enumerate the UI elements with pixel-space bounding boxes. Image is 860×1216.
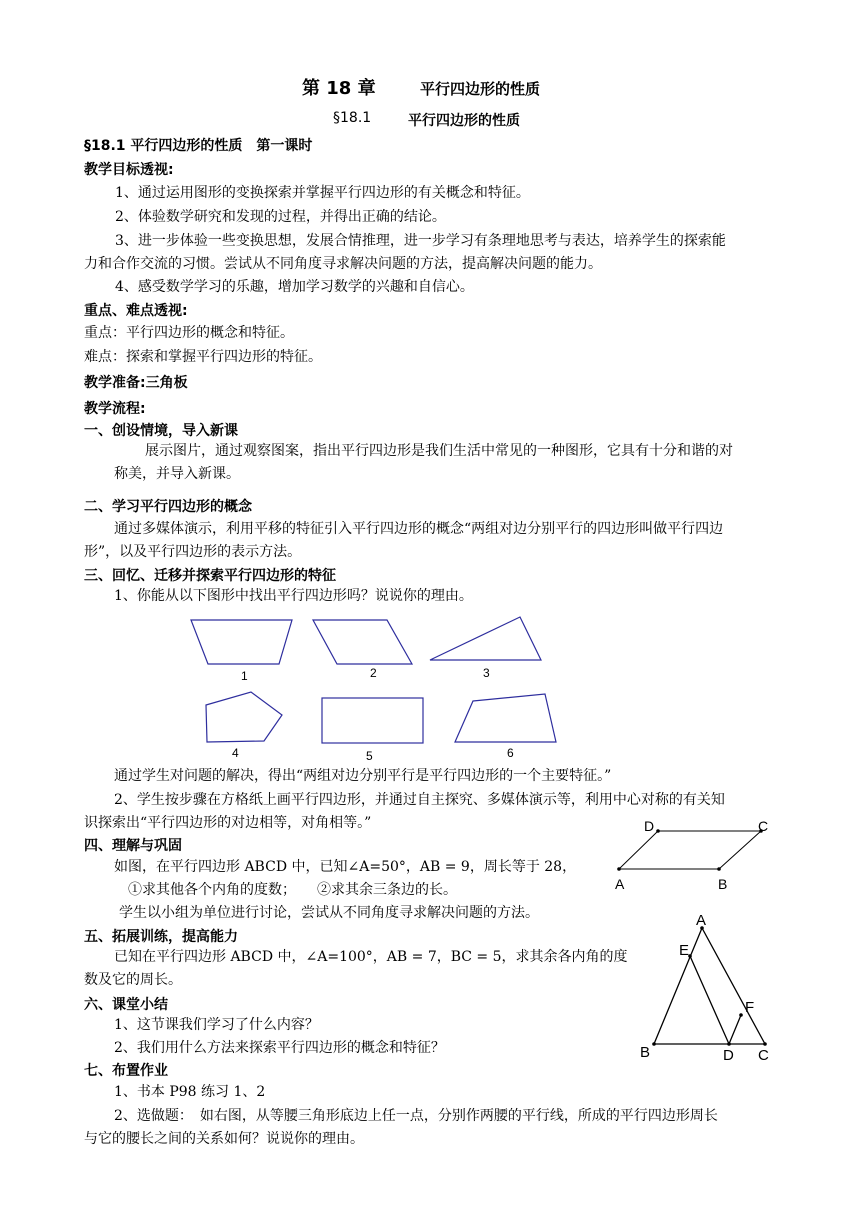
section-title: 平行四边形的性质 xyxy=(408,113,520,129)
point-label-d: D xyxy=(723,1047,734,1064)
section-4-text: 如图，在平行四边形 ABCD 中，已知∠A=50°，AB = 9，周长等于 28， xyxy=(114,859,577,875)
section-3-question-1: 1、你能从以下图形中找出平行四边形吗？说说你的理由。 xyxy=(114,588,473,604)
parallelogram-abcd xyxy=(619,831,761,869)
point-label-b: B xyxy=(640,1044,651,1061)
shape-label: 1 xyxy=(241,669,248,683)
shape-1-trapezoid xyxy=(191,620,292,664)
section-3-conclusion: 通过学生对问题的解决，得出“两组对边分别平行是平行四边形的一个主要特征。” xyxy=(114,768,612,784)
section-1-text: 展示图片，通过观察图案，指出平行四边形是我们生活中常见的一种图形，它具有十分和谐的对 xyxy=(145,443,733,459)
section-2-text: 通过多媒体演示，利用平移的特征引入平行四边形的概念“两组对边分别平行的四边形叫做平行四边 xyxy=(114,521,724,537)
shape-5-rectangle xyxy=(322,698,423,743)
goal-item: 4、感受数学学习的乐趣，增加学习数学的兴趣和自信心。 xyxy=(115,279,474,295)
keypoints-heading: 重点、难点透视: xyxy=(84,303,188,319)
section-4-text: ①求其他各个内角的度数； ②求其余三条边的长。 xyxy=(128,882,457,898)
shape-label: 4 xyxy=(232,746,239,760)
key-point: 重点：平行四边形的概念和特征。 xyxy=(84,325,294,341)
section-3-question-2: 识探索出“平行四边形的对边相等，对角相等。” xyxy=(84,815,372,831)
point-label-e: E xyxy=(679,942,690,959)
section-6-text: 2、我们用什么方法来探索平行四边形的概念和特征？ xyxy=(114,1040,445,1056)
point-label-a: A xyxy=(696,912,707,929)
difficult-point: 难点：探索和掌握平行四边形的特征。 xyxy=(84,349,322,365)
shape-3-triangle xyxy=(430,617,541,660)
preparation: 教学准备:三角板 xyxy=(84,375,188,391)
goal-item: 1、通过运用图形的变换探索并掌握平行四边形的有关概念和特征。 xyxy=(115,185,530,201)
shape-label: 5 xyxy=(366,749,373,763)
section-7-text: 与它的腰长之间的关系如何？说说你的理由。 xyxy=(84,1131,364,1147)
shape-6-quadrilateral xyxy=(455,694,556,742)
section-7-text: 2、选做题： 如右图，从等腰三角形底边上任一点，分别作两腰的平行线，所成的平行四边形周长 xyxy=(114,1108,718,1124)
point-label-f: F xyxy=(745,999,755,1016)
section-7-heading: 七、布置作业 xyxy=(84,1063,168,1079)
point-label-b: B xyxy=(718,876,728,892)
triangle-figure xyxy=(654,928,765,1044)
section-7-text: 1、书本 P98 练习 1、2 xyxy=(114,1084,266,1100)
shape-2-parallelogram xyxy=(313,620,412,664)
point-label-c: C xyxy=(758,818,769,834)
section-6-text: 1、这节课我们学习了什么内容？ xyxy=(114,1017,319,1033)
shape-label: 2 xyxy=(370,666,377,680)
section-2-heading: 二、学习平行四边形的概念 xyxy=(84,499,252,515)
section-1-heading: 一、创设情境，导入新课 xyxy=(84,423,238,439)
section-5-text: 数及它的周长。 xyxy=(84,972,182,988)
section-3-question-2: 2、学生按步骤在方格纸上画平行四边形，并通过自主探究、多媒体演示等，利用中心对称的有关知 xyxy=(114,792,725,808)
section-3-heading: 三、回忆、迁移并探索平行四边形的特征 xyxy=(84,568,336,584)
goals-heading: 教学目标透视: xyxy=(84,162,174,178)
lesson-heading: §18.1 平行四边形的性质 第一课时 xyxy=(84,138,313,154)
shape-4-pentagon xyxy=(206,692,282,742)
section-2-text: 形”，以及平行四边形的表示方法。 xyxy=(84,544,302,560)
goal-item: 2、体验数学研究和发现的过程，并得出正确的结论。 xyxy=(115,209,446,225)
shape-label: 3 xyxy=(483,666,490,680)
section-5-heading: 五、拓展训练，提高能力 xyxy=(84,929,238,945)
chapter-title: 平行四边形的性质 xyxy=(420,80,541,98)
section-4-text: 学生以小组为单位进行讨论，尝试从不同角度寻求解决问题的方法。 xyxy=(119,905,539,921)
section-6-heading: 六、课堂小结 xyxy=(84,997,168,1013)
goal-item: 力和合作交流的习惯。尝试从不同角度寻求解决问题的方法，提高解决问题的能力。 xyxy=(84,256,602,272)
section-4-heading: 四、理解与巩固 xyxy=(84,838,182,854)
section-5-text: 已知在平行四边形 ABCD 中，∠A=100°，AB = 7，BC = 5，求其余各内角的度 xyxy=(114,949,628,965)
section-number: §18.1 xyxy=(333,110,372,126)
point-label-c: C xyxy=(758,1047,769,1064)
point-label-d: D xyxy=(644,818,655,834)
chapter-number: 第 18 章 xyxy=(302,78,376,99)
point-label-a: A xyxy=(615,876,625,892)
goal-item: 3、进一步体验一些变换思想，发展合情推理，进一步学习有条理地思考与表达，培养学生的探索能 xyxy=(115,233,726,249)
flow-heading: 教学流程: xyxy=(84,401,146,417)
section-1-text: 称美，并导入新课。 xyxy=(114,466,240,482)
shape-label: 6 xyxy=(507,746,514,760)
